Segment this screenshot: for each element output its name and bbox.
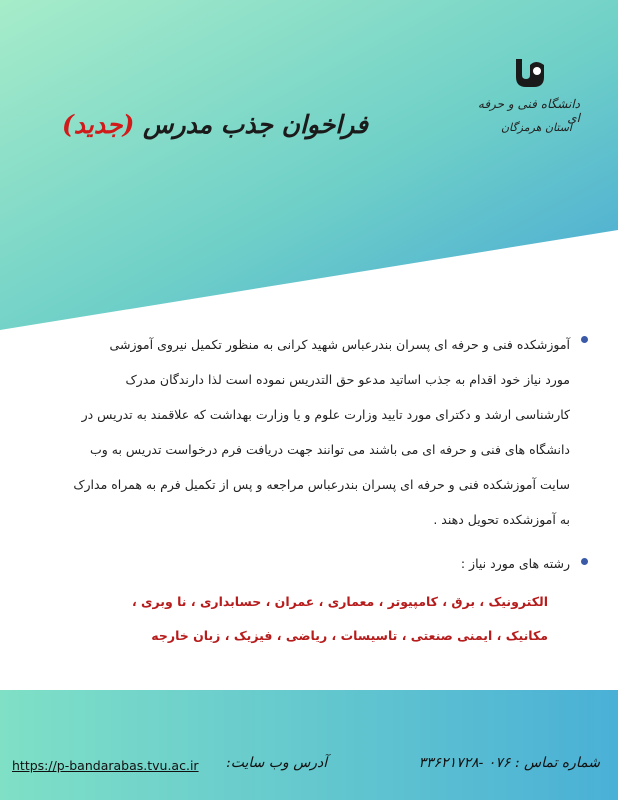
bullet-icon bbox=[581, 336, 588, 343]
announcement-line: دانشگاه های فنی و حرفه ای می باشند می توانند جهت دریافت فرم درخواست تدریس به وب bbox=[90, 442, 570, 457]
university-name: دانشگاه فنی و حرفه ای bbox=[477, 97, 580, 125]
contact-phone: شماره تماس : ۰۷۶ -۳۳۶۲۱۷۲۸ bbox=[418, 755, 600, 771]
page-title bbox=[62, 110, 368, 139]
requirements-fields bbox=[25, 585, 588, 653]
announcement-line: کارشناسی ارشد و دکترای مورد تایید وزارت علوم و یا وزارت بهداشت که علاقمند به تدریس در bbox=[81, 407, 570, 422]
requirements-item bbox=[25, 549, 588, 579]
announcement-text bbox=[25, 327, 570, 537]
university-logo bbox=[477, 55, 580, 150]
university-province: استان هرمزگان bbox=[500, 121, 572, 134]
website-label: آدرس وب سایت: bbox=[226, 755, 328, 771]
website-link[interactable]: https://p-bandarabas.tvu.ac.ir bbox=[12, 758, 199, 773]
title-main: فراخوان جذب مدرس bbox=[143, 110, 368, 139]
fields-line: الکترونیک ، برق ، کامپیوتر ، معماری ، عمران ، حسابداری ، نا وبری ، bbox=[131, 594, 548, 609]
logo-emblem-icon bbox=[512, 55, 548, 95]
title-new: (جدید) bbox=[61, 110, 135, 139]
announcement-line: به آموزشکده تحویل دهند . bbox=[433, 512, 570, 527]
bullet-icon bbox=[581, 558, 588, 565]
announcement-item bbox=[25, 327, 588, 537]
announcement-body bbox=[25, 327, 588, 653]
requirements-label: رشته های مورد نیاز : bbox=[460, 556, 570, 571]
announcement-line: مورد نیاز خود اقدام به جذب اساتید مدعو حق التدریس نموده است لذا دارندگان مدرک bbox=[125, 372, 570, 387]
fields-line: مکانیک ، ایمنی صنعتی ، تاسیسات ، ریاضی ، فیزیک ، زبان خارجه bbox=[151, 628, 548, 643]
announcement-line: سایت آموزشکده فنی و حرفه ای پسران بندرعباس مراجعه و پس از تکمیل فرم به همراه مدارک bbox=[73, 477, 570, 492]
announcement-line: آموزشکده فنی و حرفه ای پسران بندرعباس شهید کرانی به منظور تکمیل نیروی آموزشی bbox=[109, 337, 570, 352]
